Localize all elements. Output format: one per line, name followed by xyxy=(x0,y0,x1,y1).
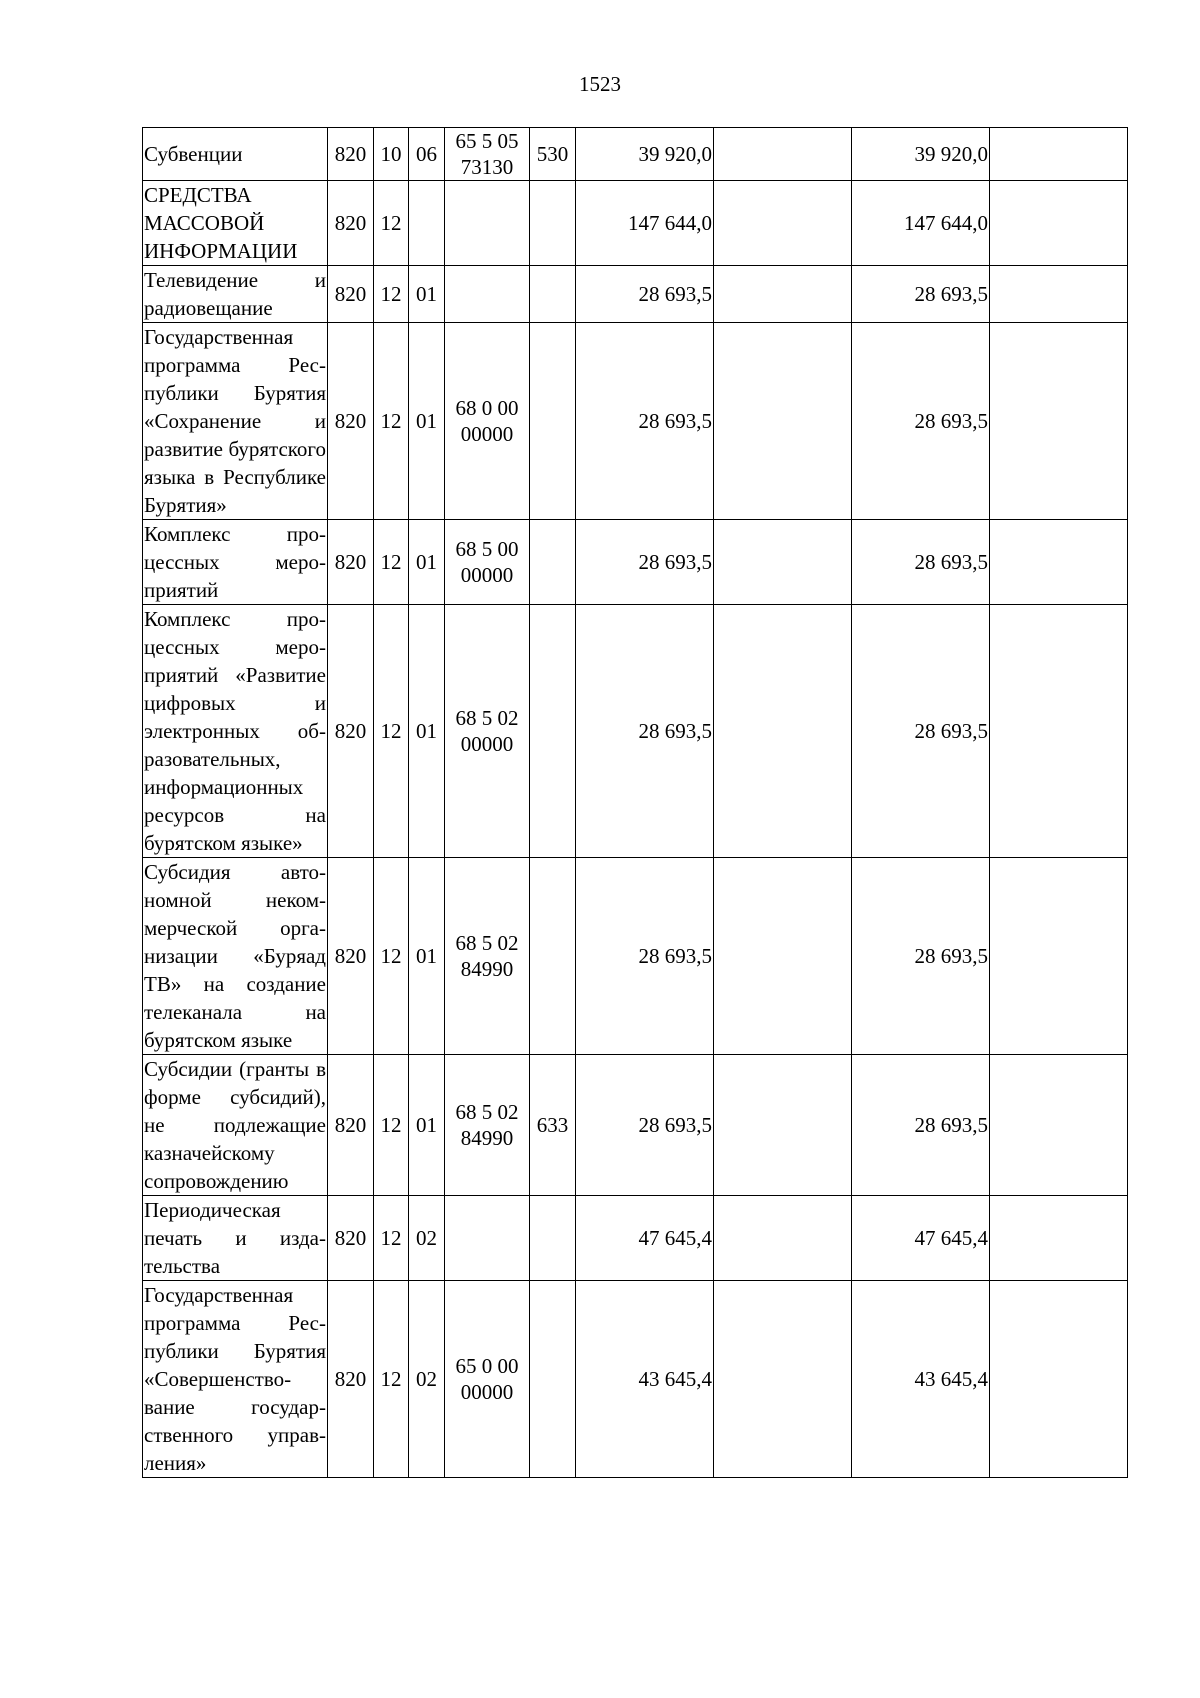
cell-amount-2 xyxy=(714,1055,852,1196)
cell-subsection: 01 xyxy=(409,1055,445,1196)
table-row xyxy=(143,1281,1128,1478)
cell-amount-3: 28 693,5 xyxy=(852,520,990,605)
cell-section: 12 xyxy=(374,266,409,323)
cell-target-article: 68 5 00 00000 xyxy=(445,520,530,605)
cell-amount-3: 28 693,5 xyxy=(852,1055,990,1196)
cell-expense-type xyxy=(530,520,576,605)
table-row xyxy=(143,605,1128,858)
cell-amount-1: 147 644,0 xyxy=(576,181,714,266)
cell-target-article: 68 5 02 84990 xyxy=(445,858,530,1055)
cell-amount-4 xyxy=(990,323,1128,520)
cell-amount-1: 28 693,5 xyxy=(576,1055,714,1196)
cell-ministry: 820 xyxy=(328,323,374,520)
cell-name: Субсидия автономной некоммерческой организации «Буряад ТВ» на создание телеканала на бурятском языке xyxy=(143,858,328,1055)
cell-amount-4 xyxy=(990,266,1128,323)
cell-target-article xyxy=(445,266,530,323)
table-row xyxy=(143,1196,1128,1281)
cell-target-article xyxy=(445,1196,530,1281)
cell-amount-2 xyxy=(714,520,852,605)
cell-expense-type: 633 xyxy=(530,1055,576,1196)
cell-name: Периодическая печать и издательства xyxy=(143,1196,328,1281)
cell-ministry: 820 xyxy=(328,181,374,266)
cell-amount-1: 28 693,5 xyxy=(576,858,714,1055)
cell-amount-1: 43 645,4 xyxy=(576,1281,714,1478)
cell-subsection: 02 xyxy=(409,1281,445,1478)
cell-amount-2 xyxy=(714,605,852,858)
cell-section: 12 xyxy=(374,858,409,1055)
budget-table xyxy=(142,127,1128,1478)
cell-amount-1: 47 645,4 xyxy=(576,1196,714,1281)
cell-amount-3: 43 645,4 xyxy=(852,1281,990,1478)
cell-name: Государственная программа Республики Бурятия «Совершенствование государственного управления» xyxy=(143,1281,328,1478)
cell-subsection: 01 xyxy=(409,520,445,605)
cell-target-article: 65 5 05 73130 xyxy=(445,128,530,181)
cell-amount-1: 28 693,5 xyxy=(576,605,714,858)
cell-amount-3: 47 645,4 xyxy=(852,1196,990,1281)
cell-expense-type xyxy=(530,266,576,323)
cell-amount-1: 28 693,5 xyxy=(576,266,714,323)
cell-subsection: 06 xyxy=(409,128,445,181)
cell-subsection: 01 xyxy=(409,323,445,520)
cell-expense-type xyxy=(530,323,576,520)
cell-name: Субсидии (гранты в форме субсидий), не подлежащие казначейскому сопровождению xyxy=(143,1055,328,1196)
cell-name: СРЕДСТВА МАССОВОЙ ИНФОРМАЦИИ xyxy=(143,181,328,266)
cell-target-article: 65 0 00 00000 xyxy=(445,1281,530,1478)
cell-target-article: 68 0 00 00000 xyxy=(445,323,530,520)
cell-subsection: 01 xyxy=(409,858,445,1055)
cell-amount-1: 28 693,5 xyxy=(576,323,714,520)
table-row xyxy=(143,1055,1128,1196)
cell-name: Телевидение и радиовещание xyxy=(143,266,328,323)
cell-amount-2 xyxy=(714,323,852,520)
cell-ministry: 820 xyxy=(328,858,374,1055)
cell-amount-3: 39 920,0 xyxy=(852,128,990,181)
cell-amount-2 xyxy=(714,266,852,323)
cell-amount-4 xyxy=(990,181,1128,266)
cell-subsection: 02 xyxy=(409,1196,445,1281)
cell-section: 12 xyxy=(374,323,409,520)
cell-amount-4 xyxy=(990,1196,1128,1281)
table-row xyxy=(143,266,1128,323)
table-row xyxy=(143,128,1128,181)
cell-target-article xyxy=(445,181,530,266)
cell-section: 12 xyxy=(374,520,409,605)
cell-ministry: 820 xyxy=(328,266,374,323)
cell-target-article: 68 5 02 84990 xyxy=(445,1055,530,1196)
cell-amount-4 xyxy=(990,1281,1128,1478)
cell-expense-type xyxy=(530,605,576,858)
cell-name: Комплекс процессных мероприятий «Развитие цифровых и электронных образовательных, информационных ресурсов на бурятском языке» xyxy=(143,605,328,858)
cell-expense-type xyxy=(530,181,576,266)
cell-amount-2 xyxy=(714,128,852,181)
page-number: 1523 xyxy=(579,72,621,96)
cell-ministry: 820 xyxy=(328,520,374,605)
cell-amount-3: 147 644,0 xyxy=(852,181,990,266)
cell-target-article: 68 5 02 00000 xyxy=(445,605,530,858)
table-row xyxy=(143,520,1128,605)
cell-amount-1: 39 920,0 xyxy=(576,128,714,181)
cell-section: 12 xyxy=(374,1055,409,1196)
cell-amount-4 xyxy=(990,858,1128,1055)
cell-section: 12 xyxy=(374,181,409,266)
cell-amount-2 xyxy=(714,1281,852,1478)
cell-section: 12 xyxy=(374,1281,409,1478)
cell-expense-type xyxy=(530,1281,576,1478)
cell-ministry: 820 xyxy=(328,128,374,181)
cell-ministry: 820 xyxy=(328,605,374,858)
table-row xyxy=(143,181,1128,266)
cell-expense-type xyxy=(530,858,576,1055)
cell-amount-1: 28 693,5 xyxy=(576,520,714,605)
cell-section: 12 xyxy=(374,605,409,858)
cell-expense-type xyxy=(530,1196,576,1281)
cell-amount-3: 28 693,5 xyxy=(852,323,990,520)
cell-ministry: 820 xyxy=(328,1196,374,1281)
cell-name: Комплекс процессных мероприятий xyxy=(143,520,328,605)
cell-amount-4 xyxy=(990,128,1128,181)
cell-section: 10 xyxy=(374,128,409,181)
cell-subsection: 01 xyxy=(409,266,445,323)
cell-amount-4 xyxy=(990,1055,1128,1196)
cell-amount-3: 28 693,5 xyxy=(852,858,990,1055)
cell-subsection xyxy=(409,181,445,266)
cell-amount-2 xyxy=(714,181,852,266)
cell-section: 12 xyxy=(374,1196,409,1281)
cell-amount-2 xyxy=(714,858,852,1055)
cell-expense-type: 530 xyxy=(530,128,576,181)
cell-amount-4 xyxy=(990,605,1128,858)
cell-amount-2 xyxy=(714,1196,852,1281)
cell-amount-3: 28 693,5 xyxy=(852,266,990,323)
table-row xyxy=(143,323,1128,520)
cell-subsection: 01 xyxy=(409,605,445,858)
cell-amount-3: 28 693,5 xyxy=(852,605,990,858)
cell-ministry: 820 xyxy=(328,1281,374,1478)
table-row xyxy=(143,858,1128,1055)
cell-name: Субвенции xyxy=(143,128,328,181)
cell-ministry: 820 xyxy=(328,1055,374,1196)
cell-name: Государственная программа Республики Бурятия «Сохранение и развитие бурятского языка в Республике Бурятия» xyxy=(143,323,328,520)
cell-amount-4 xyxy=(990,520,1128,605)
